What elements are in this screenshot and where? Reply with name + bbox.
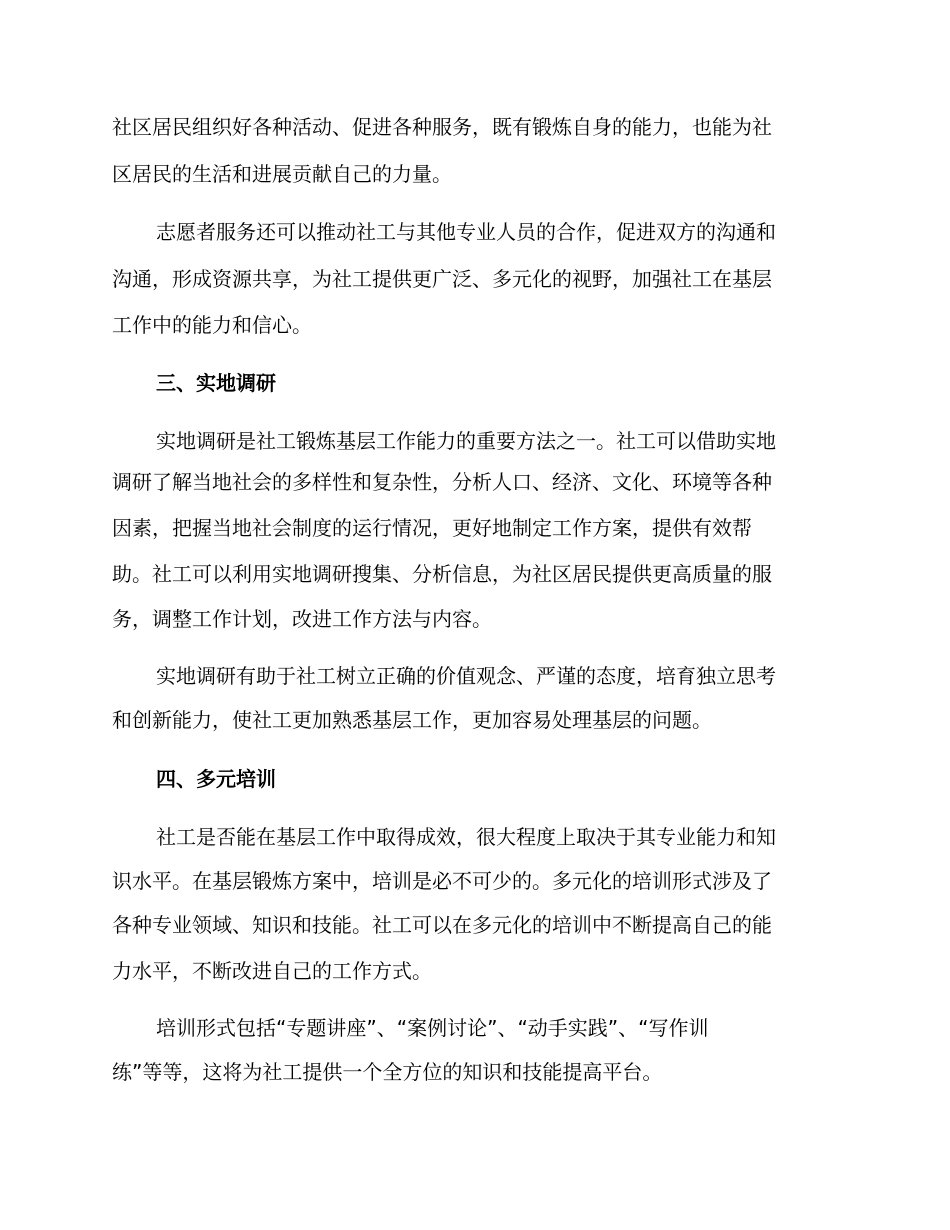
paragraph-line: 助。社工可以利用实地调研搜集、分析信息，为社区居民提供更高质量的服 [112,562,772,586]
paragraph-line: 实地调研是社工锻炼基层工作能力的重要方法之一。社工可以借助实地 [156,429,776,453]
paragraph-line: 实地调研有助于社工树立正确的价值观念、严谨的态度，培育独立思考 [156,664,776,688]
paragraph-line: 调研了解当地社会的多样性和复杂性，分析人口、经济、文化、环境等各种 [112,470,772,494]
paragraph-line: 练”等等，这将为社工提供一个全方位的知识和技能提高平台。 [112,1060,663,1084]
paragraph-line: 社区居民组织好各种活动、促进各种服务，既有锻炼自身的能力，也能为社 [112,115,772,139]
paragraph-line: 沟通，形成资源共享，为社工提供更广泛、多元化的视野，加强社工在基层 [112,267,772,291]
paragraph-line: 志愿者服务还可以推动社工与其他专业人员的合作，促进双方的沟通和 [156,220,776,244]
paragraph-line: 力水平，不断改进自己的工作方式。 [112,959,432,983]
paragraph-line: 因素，把握当地社会制度的运行情况，更好地制定工作方案，提供有效帮 [112,516,752,540]
paragraph-line: 和创新能力，使社工更加熟悉基层工作，更加容易处理基层的问题。 [112,708,712,732]
paragraph-line: 工作中的能力和信心。 [112,313,312,337]
paragraph-line: 务，调整工作计划，改进工作方法与内容。 [112,607,492,631]
paragraph-line: 识水平。在基层锻炼方案中，培训是必不可少的。多元化的培训形式涉及了 [112,869,772,893]
paragraph-line: 培训形式包括“专题讲座”、“案例讨论”、“动手实践”、“写作训 [156,1016,709,1040]
section-heading-diverse-training: 四、多元培训 [156,767,276,791]
paragraph-line: 社工是否能在基层工作中取得成效，很大程度上取决于其专业能力和知 [156,825,776,849]
section-heading-field-research: 三、实地调研 [156,371,276,395]
paragraph-line: 各种专业领域、知识和技能。社工可以在多元化的培训中不断提高自己的能 [112,913,772,937]
paragraph-line: 区居民的生活和进展贡献自己的力量。 [112,162,452,186]
